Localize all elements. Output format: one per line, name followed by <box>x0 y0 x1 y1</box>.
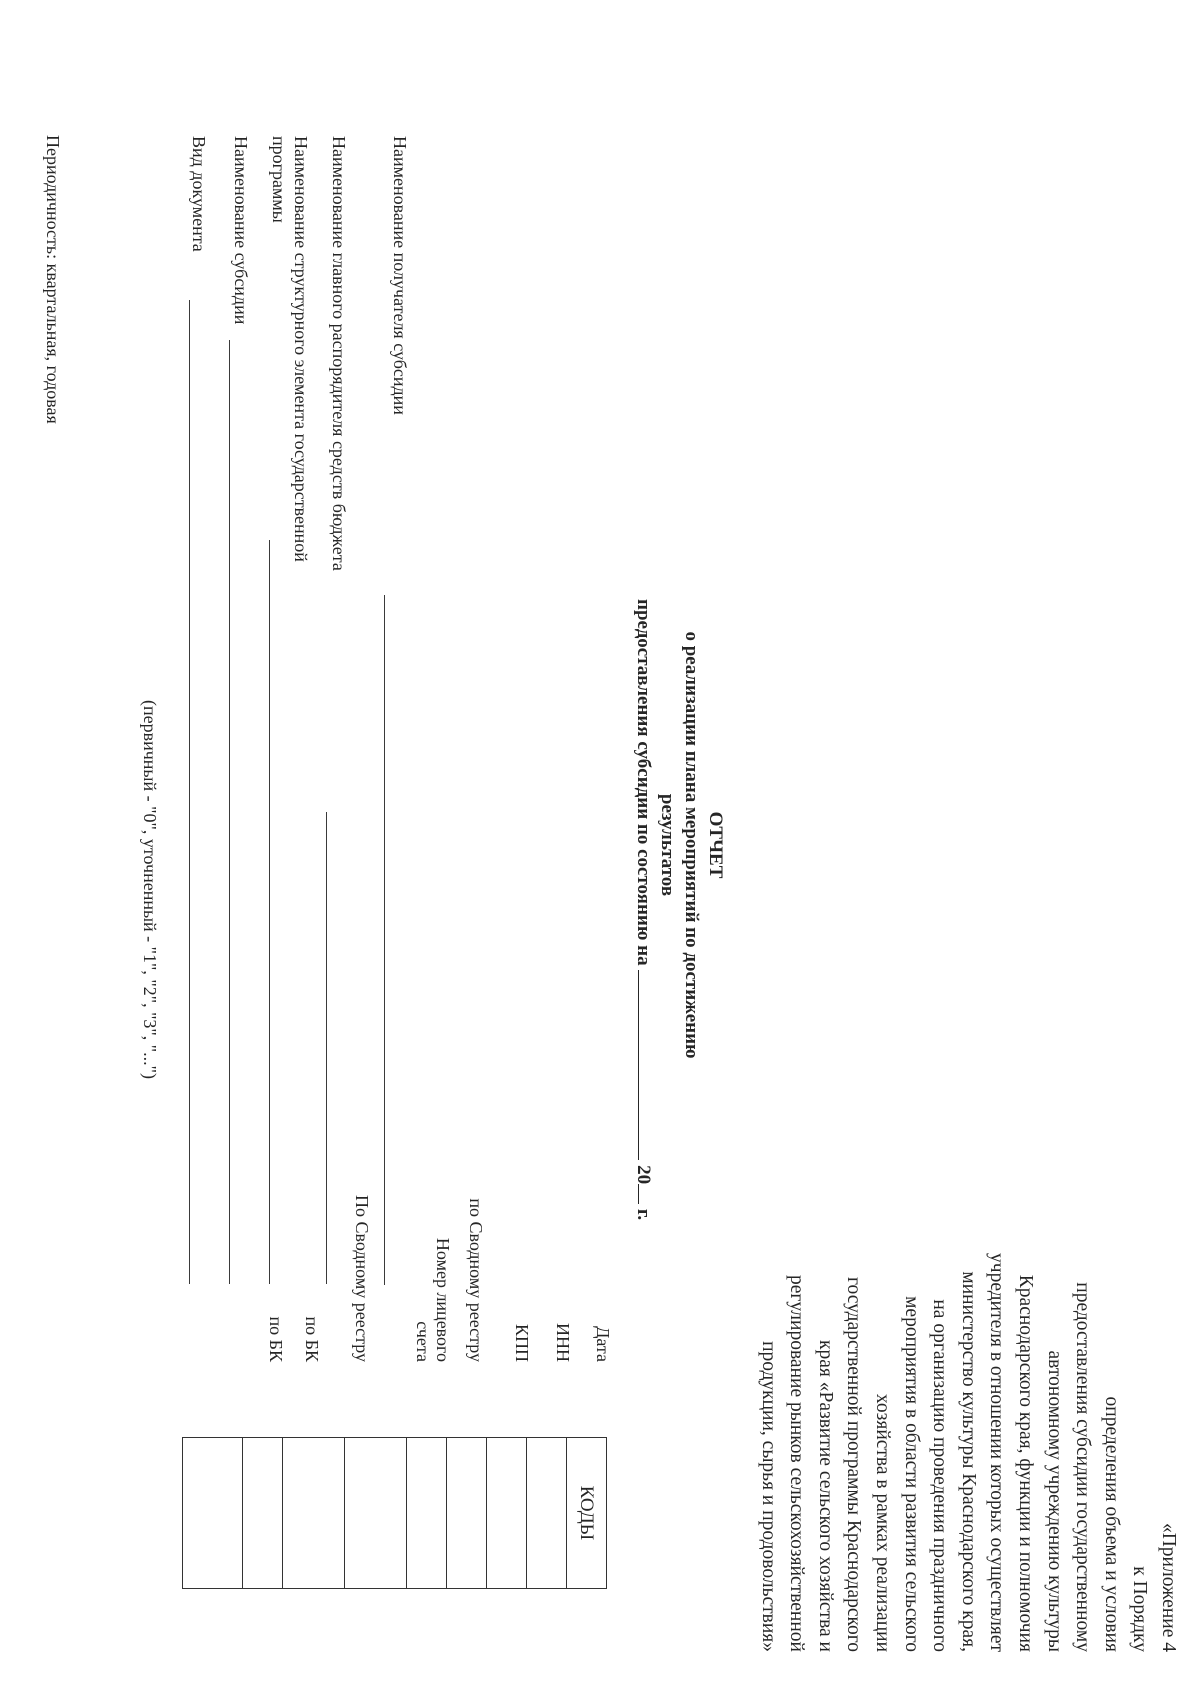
structural-element-label <box>268 136 312 562</box>
code-cell-consolidated-registry-2[interactable] <box>283 1438 345 1589</box>
appendix-line: министерство культуры Краснодарского края, <box>957 1271 979 1652</box>
appendix-line: регулирование рынков сельскохозяйственной <box>786 1275 808 1652</box>
report-year-suffix: г. <box>633 1208 654 1221</box>
code-label-inn: ИНН <box>553 1323 573 1362</box>
code-label-kpp: КПП <box>512 1323 532 1362</box>
appendix-line: края «Развитие сельского хозяйства и <box>814 1340 836 1652</box>
appendix-line: автономному учреждению культуры <box>1043 1350 1065 1652</box>
appendix-line: «Приложение 4 <box>1158 1522 1179 1652</box>
doc-type-note: (первичный - "0", уточненный - "1", "2", "3", "...") <box>140 700 160 1079</box>
doc-type-label: Вид документа <box>189 136 209 252</box>
appendix-line: продукции, сырья и продовольствия» <box>757 1341 779 1652</box>
doc-type-underline <box>189 300 190 1284</box>
codes-table <box>182 1437 607 1589</box>
code-label-consolidated-registry-2: По Сводному реестру <box>352 1195 372 1362</box>
appendix-line: государственной программы Краснодарского <box>843 1276 865 1652</box>
report-date-line <box>631 585 655 1221</box>
code-label-bk-2: по БК <box>266 1316 286 1362</box>
main-manager-underline <box>326 812 327 1284</box>
appendix-line: определения объема и условия <box>1100 1396 1122 1652</box>
appendix-line: Краснодарского края, функции и полномочия <box>1015 1274 1037 1652</box>
codes-header: КОДЫ <box>567 1438 607 1589</box>
report-subtitle: о реализации плана мероприятий по достижению результатов <box>657 631 702 1059</box>
code-cell-date[interactable] <box>527 1438 567 1589</box>
code-label-consolidated-registry: по Сводному реестру <box>466 1198 486 1362</box>
appendix-line: мероприятия в области развития сельского <box>900 1296 922 1652</box>
account-number-line1: Номер лицевого <box>433 1237 453 1362</box>
report-heading: ОТЧЕТ <box>705 811 726 879</box>
code-label-date: Дата <box>593 1326 613 1362</box>
structural-element-underline <box>269 540 270 1284</box>
year-blank <box>638 1184 655 1204</box>
structural-element-label-line2: программы <box>269 136 289 223</box>
appendix-line: хозяйства в рамках реализации <box>872 1393 894 1652</box>
code-label-account-number <box>413 1238 453 1362</box>
main-manager-label: Наименование главного распорядителя средств бюджета <box>329 136 349 571</box>
structural-element-label-line1: Наименование структурного элемента государственной <box>291 136 311 562</box>
periodicity-text: Периодичность: квартальная, годовая <box>43 135 63 424</box>
report-title <box>631 585 727 1221</box>
report-date-prefix: предоставления субсидии по состоянию на <box>633 599 654 966</box>
subsidy-name-underline <box>229 340 230 1284</box>
code-cell-kpp[interactable] <box>447 1438 487 1589</box>
appendix-line: предоставления субсидии государственному <box>1072 1282 1094 1652</box>
appendix-header <box>753 1092 1182 1652</box>
code-cell-consolidated-registry[interactable] <box>407 1438 447 1589</box>
report-year-prefix: 20 <box>633 1165 654 1185</box>
code-cell-inn[interactable] <box>487 1438 527 1589</box>
code-cell-bk-1[interactable] <box>243 1438 283 1589</box>
subsidy-name-label: Наименование субсидии <box>231 136 251 325</box>
account-number-line2: счета <box>413 1321 433 1362</box>
code-cell-account-number[interactable] <box>345 1438 407 1589</box>
appendix-line: на организацию проведения праздничного <box>929 1299 951 1652</box>
code-cell-bk-2[interactable] <box>183 1438 243 1589</box>
appendix-line: к Порядку <box>1129 1566 1151 1652</box>
appendix-line: учредителя в отношении которых осуществляет <box>986 1253 1008 1652</box>
code-label-bk-1: по БК <box>302 1316 322 1362</box>
recipient-underline <box>384 595 385 1285</box>
date-blank <box>638 970 655 1160</box>
recipient-label: Наименование получателя субсидии <box>390 136 410 415</box>
